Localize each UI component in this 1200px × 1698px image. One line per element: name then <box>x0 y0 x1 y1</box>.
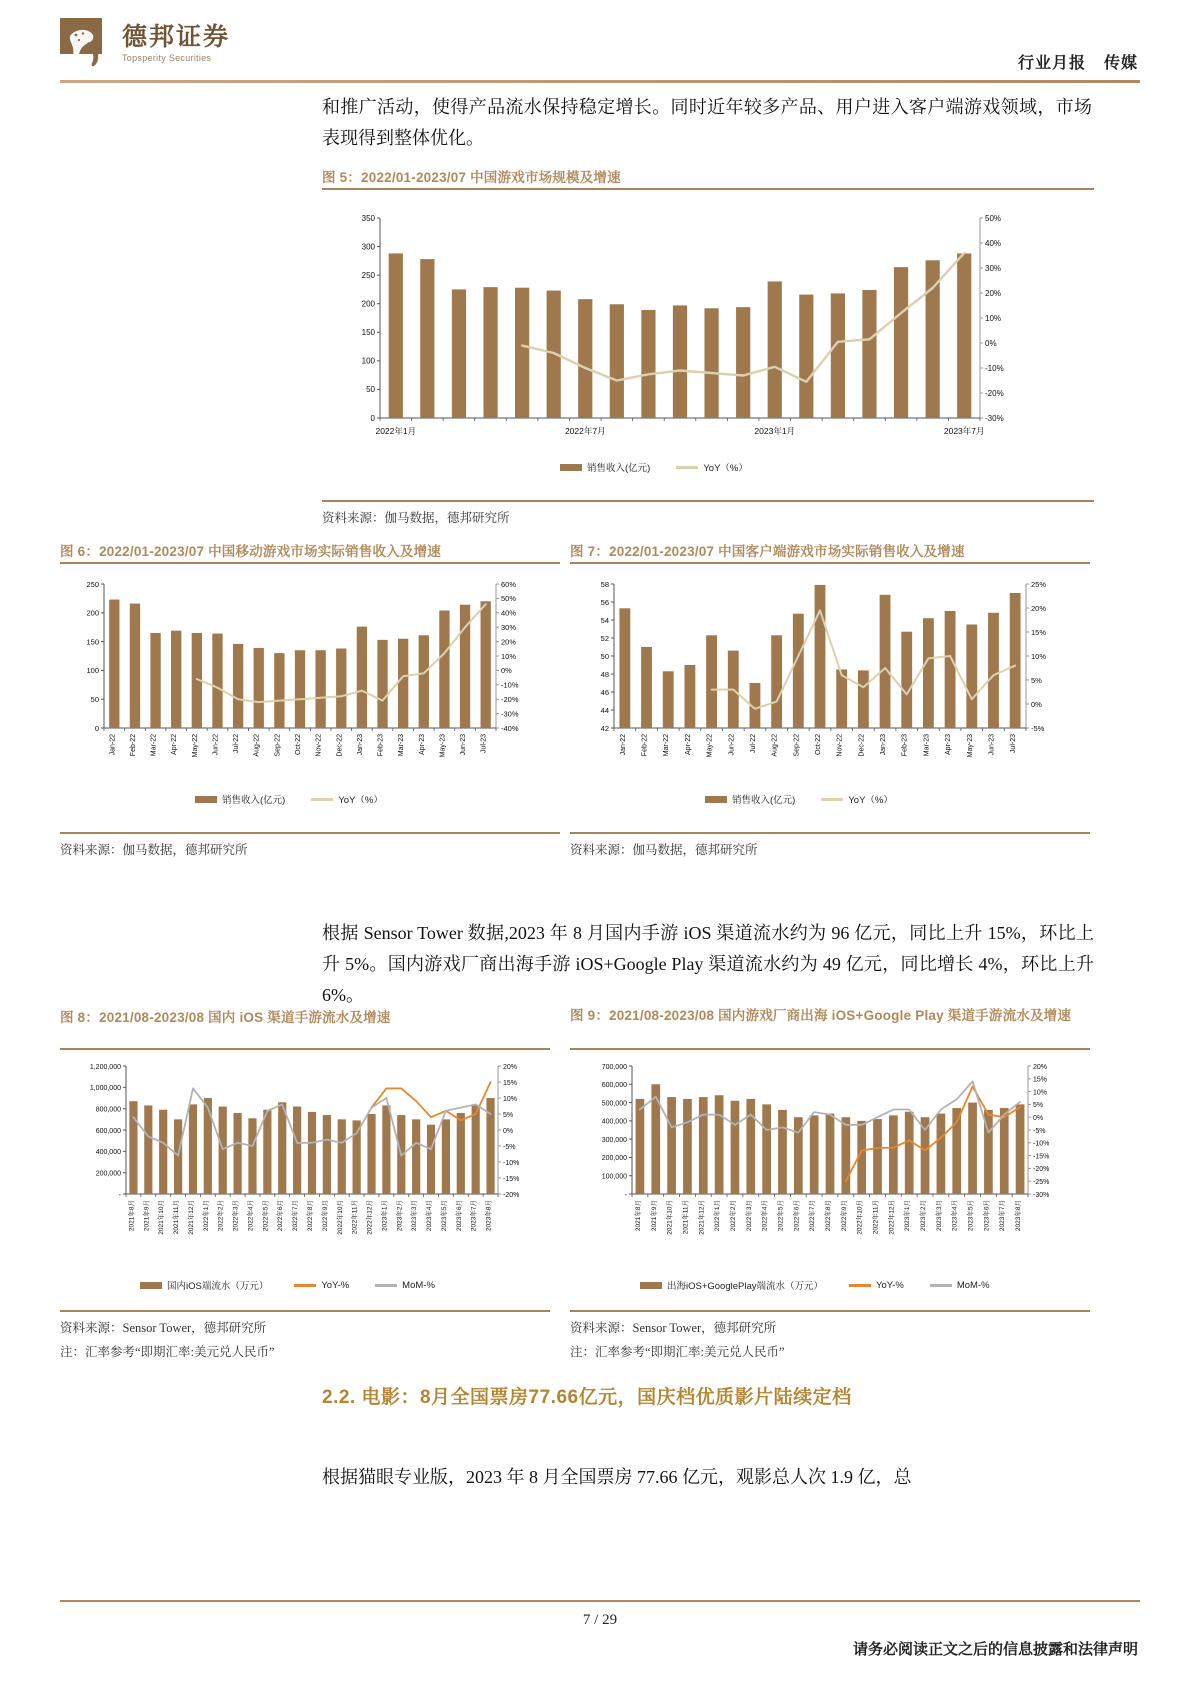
svg-text:5%: 5% <box>503 1111 514 1119</box>
svg-text:2021年8月: 2021年8月 <box>634 1200 642 1232</box>
legend-label: 国内iOS端流水（万元） <box>167 1281 269 1292</box>
svg-text:-: - <box>118 1191 121 1199</box>
legend-label: MoM-% <box>402 1279 435 1291</box>
svg-text:2021年11月: 2021年11月 <box>173 1200 181 1235</box>
legend-label: 销售收入(亿元) <box>732 795 796 806</box>
legend-item <box>294 1280 349 1291</box>
svg-text:Feb-22: Feb-22 <box>641 734 649 757</box>
svg-text:Jun-22: Jun-22 <box>212 734 220 756</box>
svg-text:Jul-23: Jul-23 <box>1010 734 1018 754</box>
svg-text:-15%: -15% <box>503 1175 520 1183</box>
svg-text:5%: 5% <box>1031 675 1042 685</box>
svg-text:0: 0 <box>94 723 99 733</box>
svg-text:2022年4月: 2022年4月 <box>247 1200 255 1232</box>
header-breadcrumb <box>1018 50 1138 73</box>
svg-text:2023年7月: 2023年7月 <box>999 1200 1007 1232</box>
svg-text:10%: 10% <box>1033 1089 1048 1097</box>
svg-text:2022年5月: 2022年5月 <box>777 1200 785 1232</box>
legend-label: 销售收入(亿元) <box>222 795 286 806</box>
svg-text:-10%: -10% <box>501 680 519 690</box>
legend-label: 销售收入(亿元) <box>587 463 651 474</box>
svg-text:0%: 0% <box>501 666 512 676</box>
svg-text:2023年7月: 2023年7月 <box>470 1200 478 1232</box>
svg-text:2022年11月: 2022年11月 <box>351 1200 359 1235</box>
figure-8-source-rule <box>60 1310 550 1312</box>
svg-text:200,000: 200,000 <box>601 1155 627 1163</box>
svg-text:300,000: 300,000 <box>601 1136 627 1144</box>
svg-text:350: 350 <box>361 213 375 223</box>
figure-6-source: 资料来源：伽马数据，德邦研究所 <box>60 843 248 857</box>
sector-label: 传媒 <box>1103 55 1138 72</box>
svg-text:Apr-22: Apr-22 <box>684 734 692 756</box>
svg-text:Jul-22: Jul-22 <box>233 734 241 754</box>
report-type-label: 行业月报 <box>1017 55 1086 72</box>
svg-text:2022年10月: 2022年10月 <box>336 1200 344 1235</box>
svg-text:2023年8月: 2023年8月 <box>1015 1200 1023 1232</box>
logo-chinese-name: 德邦证券 <box>122 23 231 51</box>
footer-disclaimer: 请务必阅读正文之后的信息披露和法律声明 <box>852 1642 1138 1658</box>
svg-text:Jan-22: Jan-22 <box>109 734 117 756</box>
svg-text:52: 52 <box>600 633 609 643</box>
svg-text:-20%: -20% <box>1033 1166 1050 1174</box>
legend-line-swatch <box>849 1284 871 1287</box>
svg-text:20%: 20% <box>985 288 1002 298</box>
figure-8-chart <box>60 1056 540 1272</box>
svg-text:-20%: -20% <box>985 388 1004 398</box>
body-paragraph-2: 根据 Sensor Tower 数据,2023 年 8 月国内手游 iOS 渠道流水约为 96 亿元，同比上升 15%，环比上升 5%。国内游戏厂商出海手游 iOS+Google Play 渠道流水约为 49 亿元，同比增长 4%，环比上升 6%。 <box>322 923 1094 1005</box>
svg-text:15%: 15% <box>1033 1076 1048 1084</box>
figure-6-source-rule <box>60 832 560 834</box>
svg-text:-15%: -15% <box>1033 1153 1050 1161</box>
svg-text:Dec-22: Dec-22 <box>336 734 344 757</box>
svg-text:200: 200 <box>86 608 99 618</box>
svg-text:Nov-22: Nov-22 <box>836 734 844 757</box>
svg-text:20%: 20% <box>503 1063 518 1071</box>
svg-text:Sep-22: Sep-22 <box>793 734 801 757</box>
svg-text:50: 50 <box>366 385 375 395</box>
svg-text:15%: 15% <box>503 1079 518 1087</box>
svg-text:2021年10月: 2021年10月 <box>158 1200 166 1235</box>
header-divider <box>60 80 1140 83</box>
figure-7-chart <box>570 572 1070 790</box>
svg-text:May-23: May-23 <box>439 734 447 758</box>
svg-text:2022年2月: 2022年2月 <box>217 1200 225 1232</box>
figure-9-note: 注：汇率参考“即期汇率:美元兑人民币” <box>570 1345 785 1359</box>
bear-logo-icon <box>60 18 112 70</box>
legend-line-swatch <box>930 1284 952 1287</box>
svg-text:2021年12月: 2021年12月 <box>698 1200 706 1235</box>
svg-text:30%: 30% <box>501 623 517 632</box>
svg-text:2022年8月: 2022年8月 <box>307 1200 314 1232</box>
svg-text:10%: 10% <box>1031 651 1047 661</box>
svg-text:May-23: May-23 <box>966 734 974 758</box>
svg-text:5%: 5% <box>1033 1102 1044 1110</box>
section-heading-2-2: 2.2. 电影：8月全国票房77.66亿元，国庆档优质影片陆续定档 <box>322 1387 852 1408</box>
svg-text:2022年8月: 2022年8月 <box>825 1200 832 1232</box>
svg-text:50%: 50% <box>501 594 517 604</box>
svg-text:15%: 15% <box>1031 627 1047 637</box>
svg-text:100,000: 100,000 <box>601 1173 627 1181</box>
body-paragraph-3: 根据猫眼专业版，2023 年 8 月全国票房 77.66 亿元，观影总人次 1.9 亿，总 <box>322 1467 912 1487</box>
figure-5-title-rule <box>322 188 1094 190</box>
svg-text:2021年11月: 2021年11月 <box>682 1200 690 1235</box>
svg-text:200,000: 200,000 <box>95 1170 121 1178</box>
footer-divider <box>60 1600 1140 1602</box>
svg-text:2023年1月: 2023年1月 <box>904 1200 912 1232</box>
svg-text:30%: 30% <box>985 263 1002 273</box>
svg-text:-5%: -5% <box>1031 723 1045 733</box>
svg-text:Mar-22: Mar-22 <box>150 734 158 757</box>
svg-text:600,000: 600,000 <box>601 1082 627 1090</box>
svg-text:0%: 0% <box>1031 699 1042 709</box>
svg-text:-20%: -20% <box>503 1191 520 1199</box>
figure-5-title: 图 5：2022/01-2023/07 中国游戏市场规模及增速 <box>322 170 621 185</box>
svg-text:2021年9月: 2021年9月 <box>143 1200 151 1232</box>
legend-item <box>640 1278 823 1292</box>
svg-text:2023年6月: 2023年6月 <box>455 1200 463 1232</box>
legend-item <box>930 1280 990 1291</box>
svg-text:2022年7月: 2022年7月 <box>809 1200 817 1232</box>
svg-text:2022年7月: 2022年7月 <box>292 1200 300 1232</box>
svg-text:Nov-22: Nov-22 <box>315 734 323 757</box>
legend-line-swatch <box>375 1284 397 1287</box>
svg-text:2022年5月: 2022年5月 <box>262 1200 270 1232</box>
svg-text:-20%: -20% <box>501 695 519 704</box>
svg-text:1,000,000: 1,000,000 <box>89 1085 121 1093</box>
svg-text:2022年10月: 2022年10月 <box>856 1200 864 1235</box>
legend-label: MoM-% <box>956 1279 990 1291</box>
svg-text:25%: 25% <box>1031 579 1047 589</box>
figure-9-source: 资料来源：Sensor Tower，德邦研究所 <box>570 1321 777 1335</box>
svg-text:2022年1月: 2022年1月 <box>375 426 417 436</box>
svg-text:46: 46 <box>600 687 609 697</box>
svg-text:2022年2月: 2022年2月 <box>730 1200 737 1232</box>
svg-text:Jun-23: Jun-23 <box>988 734 996 756</box>
svg-text:2023年6月: 2023年6月 <box>983 1200 991 1232</box>
svg-text:2023年2月: 2023年2月 <box>396 1200 404 1232</box>
svg-text:2023年5月: 2023年5月 <box>440 1200 448 1232</box>
svg-text:2022年6月: 2022年6月 <box>277 1200 285 1232</box>
figure-5-chart <box>330 200 1030 460</box>
svg-text:2022年11月: 2022年11月 <box>872 1200 880 1235</box>
svg-text:400,000: 400,000 <box>95 1149 121 1157</box>
legend-bar-swatch <box>140 1282 162 1289</box>
figure-9-title-rule <box>570 1048 1090 1050</box>
svg-text:2021年12月: 2021年12月 <box>188 1200 195 1235</box>
svg-text:250: 250 <box>361 270 375 280</box>
svg-text:-30%: -30% <box>985 413 1004 423</box>
legend-bar-swatch <box>705 796 727 803</box>
svg-text:Feb-23: Feb-23 <box>901 734 909 757</box>
svg-text:300: 300 <box>361 242 375 252</box>
svg-text:Jan-23: Jan-23 <box>356 734 364 756</box>
svg-text:-5%: -5% <box>1033 1127 1046 1135</box>
svg-text:200: 200 <box>361 299 375 309</box>
svg-text:Jun-23: Jun-23 <box>460 734 468 756</box>
svg-text:0%: 0% <box>985 338 997 348</box>
svg-text:Mar-22: Mar-22 <box>663 734 671 757</box>
logo-english-name: Topsperity Securities <box>122 53 212 63</box>
body-paragraph-1: 和推广活动，使得产品流水保持稳定增长。同时近年较多产品、用户进入客户端游戏领域，市场表现得到整体优化。 <box>322 97 1092 148</box>
svg-text:2021年9月: 2021年9月 <box>650 1200 658 1232</box>
legend-label: 出海iOS+GooglePlay端流水（万元） <box>667 1281 823 1292</box>
svg-text:Jul-23: Jul-23 <box>480 734 488 754</box>
svg-text:500,000: 500,000 <box>601 1100 627 1108</box>
svg-text:50: 50 <box>90 695 99 704</box>
figure-6-title: 图 6：2022/01-2023/07 中国移动游戏市场实际销售收入及增速 <box>60 544 442 559</box>
svg-text:2023年1月: 2023年1月 <box>381 1200 389 1232</box>
svg-text:-10%: -10% <box>985 363 1004 373</box>
svg-text:2022年4月: 2022年4月 <box>761 1200 769 1232</box>
svg-text:Aug-22: Aug-22 <box>771 734 779 757</box>
svg-text:Jan-23: Jan-23 <box>880 734 888 756</box>
figure-9-legend <box>640 1278 990 1292</box>
svg-text:150: 150 <box>86 637 99 647</box>
svg-text:Aug-22: Aug-22 <box>253 734 261 757</box>
figure-6-chart <box>60 572 540 790</box>
svg-text:400,000: 400,000 <box>601 1118 627 1126</box>
legend-label: YoY（%） <box>338 795 383 806</box>
svg-text:10%: 10% <box>985 313 1002 323</box>
svg-text:Mar-23: Mar-23 <box>923 734 931 757</box>
svg-text:600,000: 600,000 <box>95 1127 121 1135</box>
svg-text:0: 0 <box>370 413 375 423</box>
svg-text:56: 56 <box>600 597 609 607</box>
legend-bar-swatch <box>195 796 217 803</box>
svg-text:800,000: 800,000 <box>95 1106 121 1114</box>
page-number: 7 / 29 <box>582 1612 618 1628</box>
svg-text:2022年3月: 2022年3月 <box>232 1200 240 1232</box>
figure-7-source-rule <box>570 832 1090 834</box>
svg-text:Feb-23: Feb-23 <box>377 734 385 757</box>
legend-item <box>849 1280 904 1291</box>
figure-9-source-rule <box>570 1310 1090 1312</box>
svg-text:54: 54 <box>600 615 609 625</box>
svg-text:2022年6月: 2022年6月 <box>793 1200 801 1232</box>
svg-text:-30%: -30% <box>501 709 519 719</box>
svg-text:50%: 50% <box>985 213 1002 223</box>
svg-text:2022年9月: 2022年9月 <box>840 1200 848 1232</box>
figure-6-legend <box>195 792 383 806</box>
figure-8-note: 注：汇率参考“即期汇率:美元兑人民币” <box>60 1345 275 1359</box>
svg-text:2023年4月: 2023年4月 <box>426 1200 433 1232</box>
legend-item <box>705 792 795 806</box>
svg-text:10%: 10% <box>501 651 517 661</box>
legend-label: YoY（%） <box>848 795 893 806</box>
svg-text:40%: 40% <box>501 608 517 618</box>
legend-label: YoY（%） <box>703 463 748 474</box>
figure-9-chart <box>570 1056 1070 1272</box>
svg-text:250: 250 <box>86 579 99 589</box>
svg-text:2022年3月: 2022年3月 <box>745 1200 753 1232</box>
svg-text:2022年12月: 2022年12月 <box>366 1200 374 1235</box>
figure-7-title: 图 7：2022/01-2023/07 中国客户端游戏市场实际销售收入及增速 <box>570 544 965 559</box>
figure-8-title-rule <box>60 1048 550 1050</box>
svg-text:2023年3月: 2023年3月 <box>935 1200 943 1232</box>
legend-label: YoY-% <box>876 1279 904 1291</box>
svg-text:2023年8月: 2023年8月 <box>485 1200 493 1232</box>
figure-7-legend <box>705 792 893 806</box>
svg-text:2023年1月: 2023年1月 <box>754 426 796 436</box>
svg-text:Oct-22: Oct-22 <box>815 734 822 756</box>
svg-text:Feb-22: Feb-22 <box>129 734 137 757</box>
legend-line-swatch <box>676 466 698 469</box>
legend-item <box>676 460 748 474</box>
svg-text:20%: 20% <box>1033 1063 1048 1071</box>
figure-7-title-rule <box>570 562 1090 564</box>
svg-text:Dec-22: Dec-22 <box>858 734 866 757</box>
svg-text:Mar-23: Mar-23 <box>398 734 406 757</box>
svg-text:2021年8月: 2021年8月 <box>128 1200 136 1232</box>
svg-text:50: 50 <box>600 651 609 661</box>
page-header <box>0 0 1200 84</box>
figure-8-legend <box>140 1278 435 1292</box>
svg-text:2021年10月: 2021年10月 <box>666 1200 674 1235</box>
svg-text:2023年4月: 2023年4月 <box>951 1200 959 1232</box>
legend-line-swatch <box>294 1284 316 1287</box>
svg-text:60%: 60% <box>501 579 517 589</box>
svg-text:42: 42 <box>600 723 609 733</box>
legend-line-swatch <box>311 798 333 801</box>
svg-text:2022年12月: 2022年12月 <box>888 1200 896 1235</box>
svg-text:2022年1月: 2022年1月 <box>714 1200 722 1232</box>
svg-text:Apr-23: Apr-23 <box>945 734 953 756</box>
svg-text:-5%: -5% <box>503 1143 516 1151</box>
legend-item <box>375 1280 435 1291</box>
svg-text:100: 100 <box>361 356 375 366</box>
svg-text:0%: 0% <box>503 1127 514 1135</box>
figure-9-title: 图 9：2021/08-2023/08 国内游戏厂商出海 iOS+Google Play 渠道手游流水及增速 <box>570 1008 1072 1023</box>
svg-text:150: 150 <box>361 328 375 338</box>
svg-text:1,200,000: 1,200,000 <box>89 1063 121 1071</box>
legend-item <box>821 792 893 806</box>
legend-label: YoY-% <box>321 1279 350 1291</box>
svg-text:2023年2月: 2023年2月 <box>920 1200 927 1232</box>
figure-8-title: 图 8：2021/08-2023/08 国内 iOS 渠道手游流水及增速 <box>60 1010 391 1025</box>
svg-text:-10%: -10% <box>1033 1140 1050 1148</box>
figure-8-source: 资料来源：Sensor Tower，德邦研究所 <box>60 1321 267 1335</box>
legend-item <box>311 792 383 806</box>
svg-text:2022年7月: 2022年7月 <box>564 426 606 436</box>
figure-6-title-rule <box>60 562 560 564</box>
svg-text:Jul-22: Jul-22 <box>749 734 757 754</box>
figure-7-source: 资料来源：伽马数据，德邦研究所 <box>570 843 758 857</box>
legend-bar-swatch <box>640 1282 662 1289</box>
legend-line-swatch <box>821 798 843 801</box>
svg-text:Sep-22: Sep-22 <box>274 734 282 757</box>
svg-text:May-22: May-22 <box>706 734 714 758</box>
svg-text:Apr-23: Apr-23 <box>418 734 426 756</box>
svg-text:2022年9月: 2022年9月 <box>321 1200 329 1232</box>
svg-text:2022年1月: 2022年1月 <box>202 1200 210 1232</box>
svg-text:100: 100 <box>86 666 99 676</box>
legend-item <box>560 460 650 474</box>
svg-text:700,000: 700,000 <box>601 1063 627 1071</box>
svg-text:Jan-22: Jan-22 <box>619 734 627 756</box>
legend-item <box>140 1278 268 1292</box>
svg-text:20%: 20% <box>501 637 517 647</box>
svg-text:20%: 20% <box>1031 603 1047 613</box>
svg-text:48: 48 <box>600 669 609 679</box>
svg-text:2023年7月: 2023年7月 <box>943 426 985 436</box>
figure-5-source: 资料来源：伽马数据，德邦研究所 <box>322 511 510 525</box>
svg-text:-: - <box>624 1191 627 1199</box>
svg-text:40%: 40% <box>985 238 1002 248</box>
svg-text:-30%: -30% <box>1033 1191 1050 1199</box>
legend-bar-swatch <box>560 464 582 471</box>
svg-text:Apr-22: Apr-22 <box>171 734 179 756</box>
svg-text:Jun-22: Jun-22 <box>728 734 736 756</box>
svg-text:2023年3月: 2023年3月 <box>411 1200 419 1232</box>
svg-text:-40%: -40% <box>501 723 519 733</box>
svg-text:44: 44 <box>600 705 609 715</box>
figure-5-source-rule <box>322 500 1094 502</box>
legend-item <box>195 792 285 806</box>
svg-text:-25%: -25% <box>1033 1179 1050 1186</box>
svg-text:Oct-22: Oct-22 <box>295 734 302 756</box>
svg-text:58: 58 <box>600 579 609 589</box>
svg-text:-10%: -10% <box>503 1159 520 1167</box>
svg-text:2023年5月: 2023年5月 <box>967 1200 975 1232</box>
svg-text:May-22: May-22 <box>191 734 199 758</box>
svg-text:0%: 0% <box>1033 1115 1044 1122</box>
brand-logo <box>60 18 230 70</box>
figure-5-legend <box>560 460 748 474</box>
svg-text:10%: 10% <box>503 1095 518 1103</box>
